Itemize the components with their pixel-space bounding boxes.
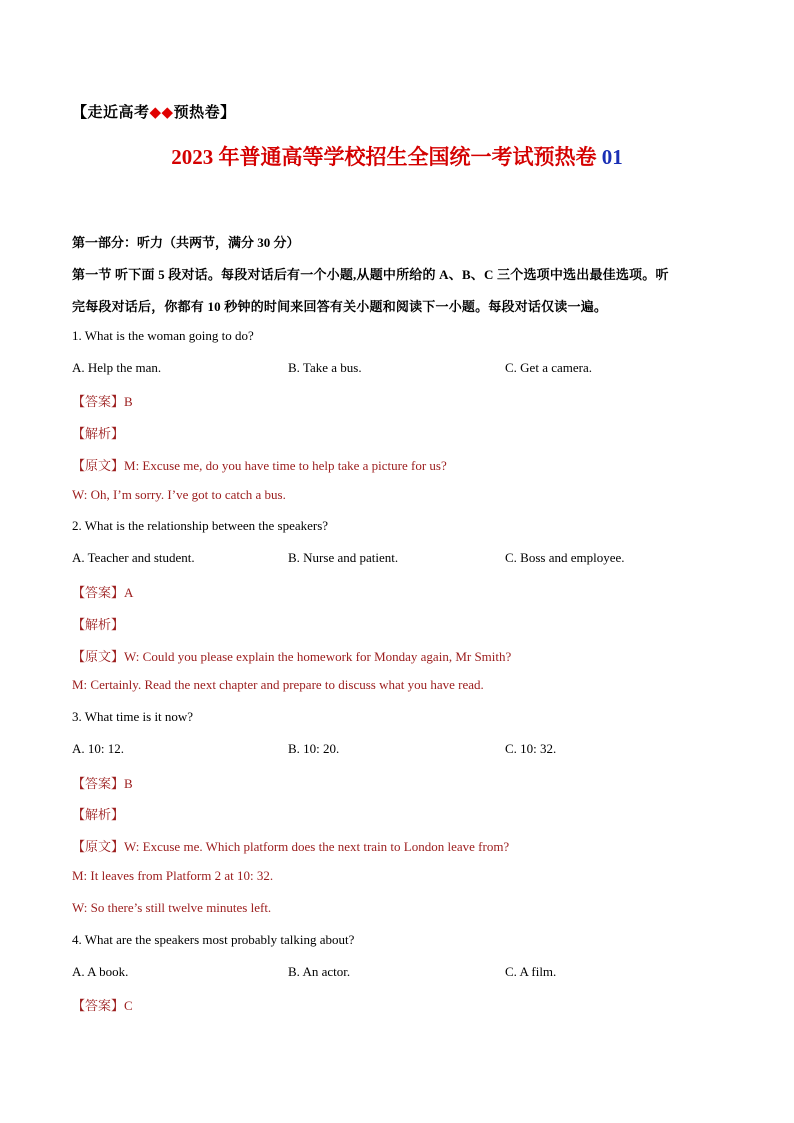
title-main: 2023 年普通高等学校招生全国统一考试预热卷 — [171, 145, 597, 169]
script-text: W: Excuse me. Which platform does the next train to London leave from? — [124, 839, 510, 854]
answer-line — [72, 995, 732, 1014]
page-title — [0, 141, 794, 171]
option-b: B. 10: 20. — [288, 741, 340, 756]
option-b: B. Nurse and patient. — [288, 550, 399, 565]
instruction-line-1: 第一节 听下面 5 段对话。每段对话后有一个小题,从题中所给的 A、B、C 三个选项中选出最佳选项。听 — [72, 267, 669, 282]
question-text: 1. What is the woman going to do? — [72, 328, 254, 343]
script-text: W: Could you please explain the homework for Monday again, Mr Smith? — [124, 649, 512, 664]
option-a: A. Help the man. — [72, 360, 162, 375]
script-line: M: It leaves from Platform 2 at 10: 32. — [72, 868, 274, 883]
script-line: W: Oh, I’m sorry. I’ve got to catch a bus. — [72, 487, 286, 502]
question-text: 2. What is the relationship between the speakers? — [72, 518, 329, 533]
question-text: 4. What are the speakers most probably talking about? — [72, 932, 355, 947]
option-b: B. An actor. — [288, 964, 351, 979]
diamond-icon: ◆◆ — [149, 105, 174, 121]
part-heading: 第一部分：听力（共两节，满分 30 分） — [72, 235, 300, 250]
answer-value: B — [124, 776, 133, 791]
option-a: A. A book. — [72, 964, 129, 979]
original-label: 【原文】 — [72, 649, 125, 664]
answer-value: C — [124, 998, 133, 1013]
script-line: W: So there’s still twelve minutes left. — [72, 900, 272, 915]
instruction-line-2: 完每段对话后，你都有 10 秒钟的时间来回答有关小题和阅读下一小题。每段对话仅读一遍。 — [72, 299, 608, 314]
analysis-label: 【解析】 — [72, 426, 125, 441]
option-c: C. Boss and employee. — [505, 550, 625, 565]
script-line: M: Certainly. Read the next chapter and prepare to discuss what you have read. — [72, 677, 484, 692]
option-a: A. Teacher and student. — [72, 550, 195, 565]
answer-label: 【答案】 — [72, 394, 125, 409]
script-text: M: Excuse me, do you have time to help take a picture for us? — [124, 458, 447, 473]
question-text: 3. What time is it now? — [72, 709, 194, 724]
answer-label: 【答案】 — [72, 998, 125, 1013]
answer-value: B — [124, 394, 133, 409]
original-label: 【原文】 — [72, 458, 125, 473]
answer-label: 【答案】 — [72, 585, 125, 600]
answer-line — [72, 582, 732, 601]
analysis-label: 【解析】 — [72, 807, 125, 822]
header-tag-left: 【走近高考 — [72, 105, 150, 121]
original-label: 【原文】 — [72, 839, 125, 854]
option-a: A. 10: 12. — [72, 741, 124, 756]
script-line — [72, 455, 732, 474]
option-c: C. 10: 32. — [505, 741, 557, 756]
title-number: 01 — [601, 145, 623, 169]
answer-value: A — [124, 585, 134, 600]
option-b: B. Take a bus. — [288, 360, 362, 375]
answer-line — [72, 773, 732, 792]
answer-line — [72, 391, 732, 410]
header-tag — [72, 101, 236, 122]
script-line — [72, 836, 732, 855]
option-c: C. Get a camera. — [505, 360, 592, 375]
script-line — [72, 646, 732, 665]
answer-label: 【答案】 — [72, 776, 125, 791]
option-c: C. A film. — [505, 964, 557, 979]
header-tag-right: 预热卷】 — [173, 105, 236, 121]
analysis-label: 【解析】 — [72, 617, 125, 632]
